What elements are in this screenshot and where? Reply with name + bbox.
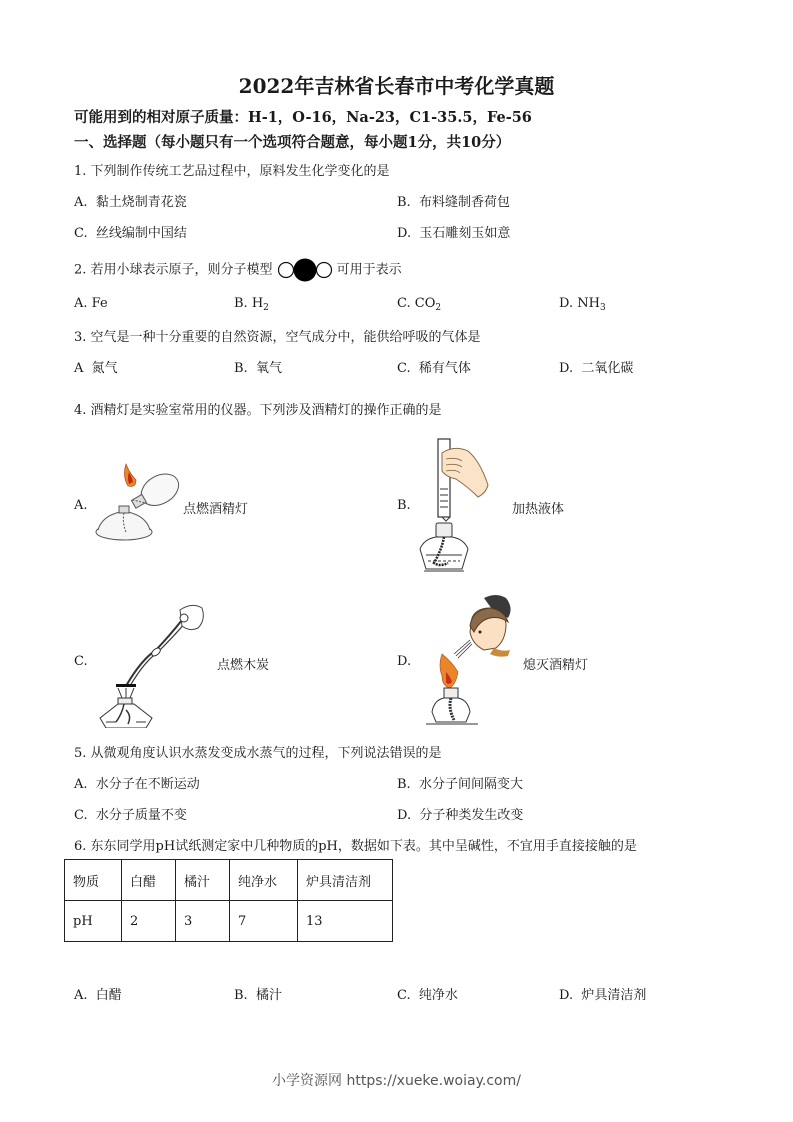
q6-option-d[interactable]: D. 炉具清洁剂 [559,988,647,1003]
ph-data-table [64,859,393,942]
table-cell: 物质 [65,860,122,901]
q2-option-d[interactable]: D. $NH_3$ [559,296,606,313]
igniting-charcoal-illustration [96,600,206,728]
question-5-stem [74,742,442,761]
section-heading: 一、选择题（每小题只有一个选项符合题意，每小题1分，共10分） [74,134,511,151]
q4-option-b-text: 加热液体 [512,502,565,517]
q3-option-c[interactable]: C. 稀有气体 [397,361,471,376]
table-cell: 纯净水 [230,860,298,901]
q4-option-d-label[interactable]: D. [397,654,412,669]
question-6-stem [74,835,637,854]
question-4-stem [74,399,442,418]
question-number: 3. [74,330,87,345]
question-number: 2. [74,262,87,278]
q2-option-c[interactable]: C. $CO_2$ [397,296,442,313]
heating-liquid-illustration [416,437,496,577]
question-number: 1. [74,164,87,179]
q5-option-b[interactable]: B. 水分子间间隔变大 [397,777,523,792]
q4-option-c-text: 点燃木炭 [217,658,270,673]
table-cell: 3 [176,901,230,942]
q3-option-b[interactable]: B. 氧气 [234,361,282,376]
table-cell: 7 [230,901,298,942]
q1-option-c[interactable]: C. 丝线编制中国结 [74,226,187,241]
q4-option-b-label[interactable]: B. [397,498,411,513]
table-cell: 炉具清洁剂 [298,860,393,901]
question-number: 5. [74,746,87,761]
table-row [65,901,393,942]
molecule-model-icon [277,258,333,282]
lighting-lamp-with-lamp-illustration [92,462,188,554]
question-text: 从微观角度认识水蒸发变成水蒸气的过程，下列说法错误的是 [90,746,442,761]
question-text: 若用小球表示原子，则分子模型 [90,262,273,278]
q6-option-a[interactable]: A. 白醋 [74,988,122,1003]
page-title: 2022年吉林省长春市中考化学真题 [238,74,555,98]
question-number: 4. [74,403,87,418]
footer-watermark: 小学资源网 https://xueke.woiay.com/ [272,1073,521,1089]
question-2-stem [74,258,402,282]
table-cell: 2 [122,901,176,942]
q4-option-c-label[interactable]: C. [74,654,88,669]
q2-option-a[interactable]: A. Fe [74,296,108,311]
q6-option-c[interactable]: C. 纯净水 [397,988,458,1003]
q4-option-a-label[interactable]: A. [74,498,88,513]
question-text: 下列制作传统工艺品过程中，原料发生化学变化的是 [90,164,390,179]
q1-option-d[interactable]: D. 玉石雕刻玉如意 [397,226,511,241]
q4-option-d-text: 熄灭酒精灯 [523,658,589,673]
question-text: 东东同学用pH试纸测定家中几种物质的pH，数据如下表。其中呈碱性，不宜用手直接接触的是 [90,839,637,854]
q3-option-a[interactable]: A 氮气 [74,361,118,376]
question-number: 6. [74,839,87,854]
blowing-out-lamp-illustration [424,592,534,728]
q1-option-a[interactable]: A. 黏土烧制青花瓷 [74,195,187,210]
table-cell: 白醋 [122,860,176,901]
q2-option-b[interactable]: B. $H_2$ [234,296,269,313]
table-cell: 橘汁 [176,860,230,901]
question-1-stem [74,160,390,179]
q5-option-a[interactable]: A. 水分子在不断运动 [74,777,200,792]
table-cell: pH [65,901,122,942]
q3-option-d[interactable]: D. 二氧化碳 [559,361,634,376]
q5-option-c[interactable]: C. 水分子质量不变 [74,808,187,823]
atomic-masses-note: 可能用到的相对原子质量：H-1，O-16，Na-23，C1-35.5，Fe-56 [74,109,532,126]
q5-option-d[interactable]: D. 分子种类发生改变 [397,808,524,823]
question-text: 酒精灯是实验室常用的仪器。下列涉及酒精灯的操作正确的是 [90,403,442,418]
question-3-stem [74,326,481,345]
table-header-row [65,860,393,901]
q4-option-a-text: 点燃酒精灯 [183,502,249,517]
q6-option-b[interactable]: B. 橘汁 [234,988,282,1003]
q1-option-b[interactable]: B. 布料缝制香荷包 [397,195,510,210]
question-text: 空气是一种十分重要的自然资源，空气成分中，能供给呼吸的气体是 [90,330,481,345]
question-text-end: 可用于表示 [336,262,402,278]
table-cell: 13 [298,901,393,942]
